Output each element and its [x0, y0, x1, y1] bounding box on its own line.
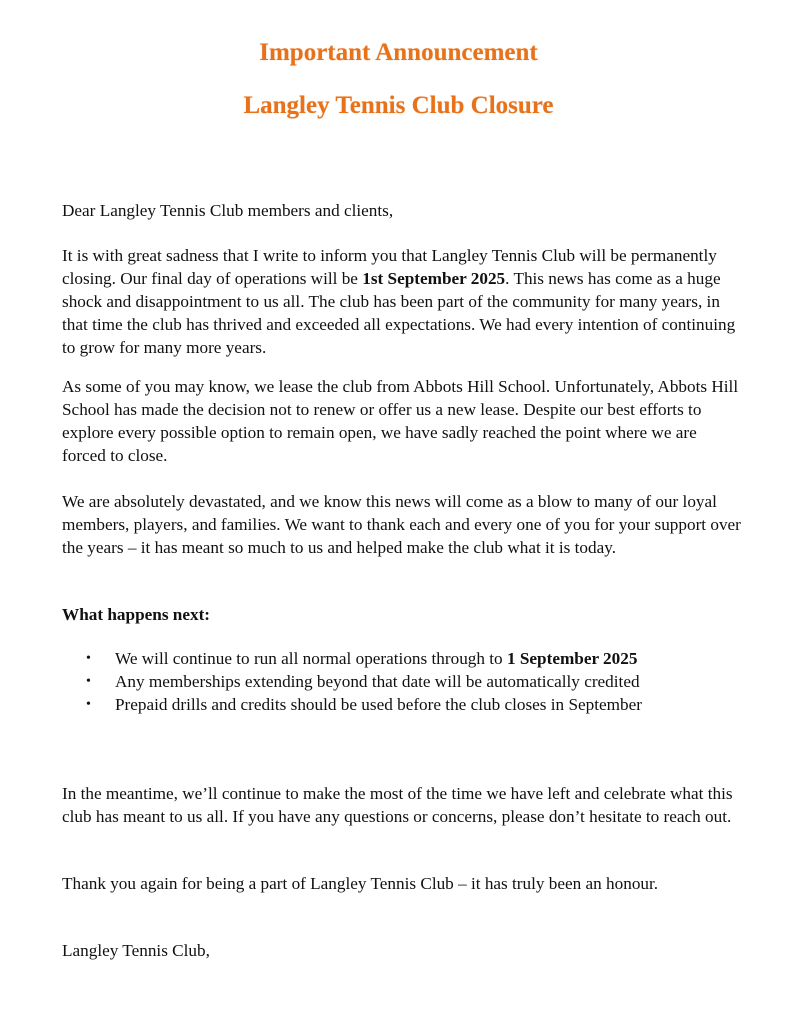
paragraph-lease: As some of you may know, we lease the club from Abbots Hill School. Unfortunately, Abbots Hill School has made the decision not to renew or offer us a new lease. Despite our best efforts to explore every possible option to remain open, we have sadly reached the point where we are forced to close.: [62, 377, 739, 465]
bullet-icon: •: [86, 651, 91, 666]
bullet-icon: •: [86, 697, 91, 712]
greeting: Dear Langley Tennis Club members and clients,: [62, 201, 394, 220]
bullet-icon: •: [86, 674, 91, 689]
paragraph-text: . This news has come as a huge shock and disappointment to us all. The club has been part of the community for many years, in that time the club has thrived and exceeded all expectations. We had every intention of continuing to grow for many more years.: [62, 269, 736, 357]
paragraph-closing-notice: [62, 244, 742, 359]
paragraph-text: It is with great sadness that I write to inform you that Langley Tennis Club will be permanently closing. Our final day of operations will be: [62, 246, 717, 288]
signoff: Langley Tennis Club,: [62, 941, 210, 960]
page-title: Important Announcement: [259, 39, 538, 66]
page-subtitle: Langley Tennis Club Closure: [243, 92, 554, 119]
paragraph-meantime: In the meantime, we’ll continue to make the most of the time we have left and celebrate what this club has meant to us all. If you have any questions or concerns, please don’t hesitate to reach out.: [62, 784, 733, 826]
list-item: [62, 670, 762, 693]
paragraph-thanks: We are absolutely devastated, and we know this news will come as a blow to many of our loyal members, players, and families. We want to thank each and every one of you for your support over the years – it has meant so much to us and helped make the club what it is today.: [62, 492, 741, 557]
paragraph-closing-thanks: Thank you again for being a part of Langley Tennis Club – it has truly been an honour.: [62, 874, 659, 893]
closing-date: 1st September 2025: [362, 269, 506, 288]
list-item: [62, 647, 762, 670]
list-item-text: Any memberships extending beyond that date will be automatically credited: [115, 672, 640, 691]
next-steps-list: [62, 647, 762, 716]
list-item-text: Prepaid drills and credits should be used before the club closes in September: [115, 695, 642, 714]
list-item: [62, 693, 762, 716]
list-item-date: 1 September 2025: [506, 649, 638, 668]
section-heading-next: What happens next:: [62, 605, 211, 624]
list-item-text: We will continue to run all normal operations through to: [115, 649, 507, 668]
